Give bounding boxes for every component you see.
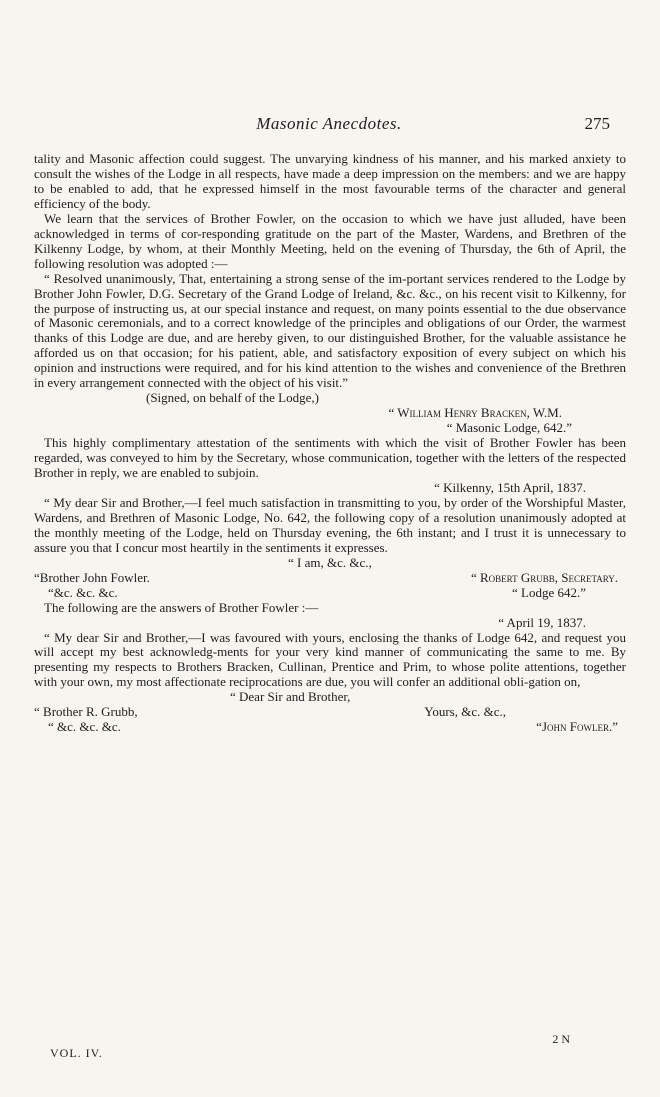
page-number: 275 (584, 114, 610, 133)
paragraph-resolution: “ Resolved unanimously, That, entertaining a strong sense of the im-portant services rendered to the Lodge by Brother John Fowler, D.G. Secretary of the Grand Lodge of Ireland, &c. &c., on his recent visit to Kilkenny, for the purpose of instructing us, at our special instance and request, on many points essential to the due observance of Masonic ceremonials, and to a correct knowledge of the principles and obligations of our Order, the warmest thanks of this Lodge are due, and are hereby given, to our distinguished Brother, for the valuable assistance he afforded us on that occasion; for his patient, able, and satisfactory exposition of every subject on which his opinion and instructions were required, and for his kind attention to the wishes and convenience of the Brethren in every arrangement connected with the object of his visit.” (34, 270, 626, 391)
signature-row-secretary (34, 571, 626, 586)
addressee-fowler-sub: “&c. &c. &c. (48, 584, 118, 600)
paragraph-services: We learn that the services of Brother Fowler, on the occasion to which we have just alluded, have been acknowledged in terms of cor-responding gratitude on the part of the Master, Wardens, and Brethren of the Kilkenny Lodge, by whom, at their Monthly Meeting, held on the evening of Thursday, the 6th of April, the following resolution was adopted :— (34, 210, 626, 271)
page-footer (34, 1032, 594, 1062)
running-title: Masonic Anecdotes. (256, 114, 402, 133)
page-header (34, 114, 624, 140)
paragraph-attestation: This highly complimentary attestation of the sentiments with which the visit of Brother Fowler has been regarded, was conveyed to him by the Secretary, whose communication, together with the letters of the respected Brother in reply, we are enabled to subjoin. (34, 435, 626, 481)
dateline-april: “ April 19, 1837. (498, 614, 586, 630)
signer-fowler: “John Fowler.” (536, 719, 618, 735)
paragraph-opening: tality and Masonic affection could suggest. The unvarying kindness of his manner, and his marked anxiety to consult the wishes of the Lodge in all respects, have made a deep impression on the members: and we are happy to be enabled to add, that he expressed himself in the most favourable terms of the character and general efficiency of the body. (34, 151, 626, 211)
signature-mark: 2 N (552, 1032, 570, 1046)
closing-i-am: “ I am, &c. &c., (288, 554, 372, 570)
signature-row-secretary-sub (34, 586, 626, 601)
addressee-grubb-sub: “ &c. &c. &c. (48, 719, 121, 735)
paragraph-fowler-reply: “ My dear Sir and Brother,—I was favoured with yours, enclosing the thanks of Lodge 642, and request you will accept my best acknowledg-ments for your very kind manner of communicating the same to me. By presenting my respects to Brothers Bracken, Cullinan, Prentice and Prim, to whose polite attentions, together with your own, my most affectionate reciprocations are due, you will confer an additional obli-gation on, (34, 629, 626, 690)
paragraph-secretary-letter: “ My dear Sir and Brother,—I feel much satisfaction in transmitting to you, by order of the Worshipful Master, Wardens, and Brethren of Masonic Lodge, No. 642, the following copy of a resolution unanimously adopted at the monthly meeting of the Lodge, held on Thursday evening, the 6th instant; and I trust it is unnecessary to assure you that I concur most heartily in the sentiments it expresses. (34, 494, 626, 555)
signer-lodge: “ Masonic Lodge, 642.” (446, 420, 572, 436)
signature-row-fowler (34, 705, 626, 720)
signer-grubb: “ Robert Grubb, Secretary. (470, 569, 618, 585)
closing-yours: Yours, &c. &c., (424, 704, 506, 720)
signer-name: “ William Henry Bracken, W.M. (388, 405, 562, 421)
signer-grubb-lodge: “ Lodge 642.” (511, 584, 586, 600)
closing-dear-sir: “ Dear Sir and Brother, (230, 689, 351, 705)
addressee-grubb: “ Brother R. Grubb, (34, 704, 138, 720)
addressee-fowler: “Brother John Fowler. (34, 569, 150, 585)
signature-row-fowler-sub (34, 720, 626, 735)
signed-note: (Signed, on behalf of the Lodge,) (146, 390, 319, 406)
paragraph-answers-intro: The following are the answers of Brother Fowler :— (44, 599, 319, 615)
volume-label: VOL. IV. (50, 1046, 103, 1060)
page-body (34, 152, 626, 735)
dateline-kilkenny: “ Kilkenny, 15th April, 1837. (434, 479, 586, 495)
